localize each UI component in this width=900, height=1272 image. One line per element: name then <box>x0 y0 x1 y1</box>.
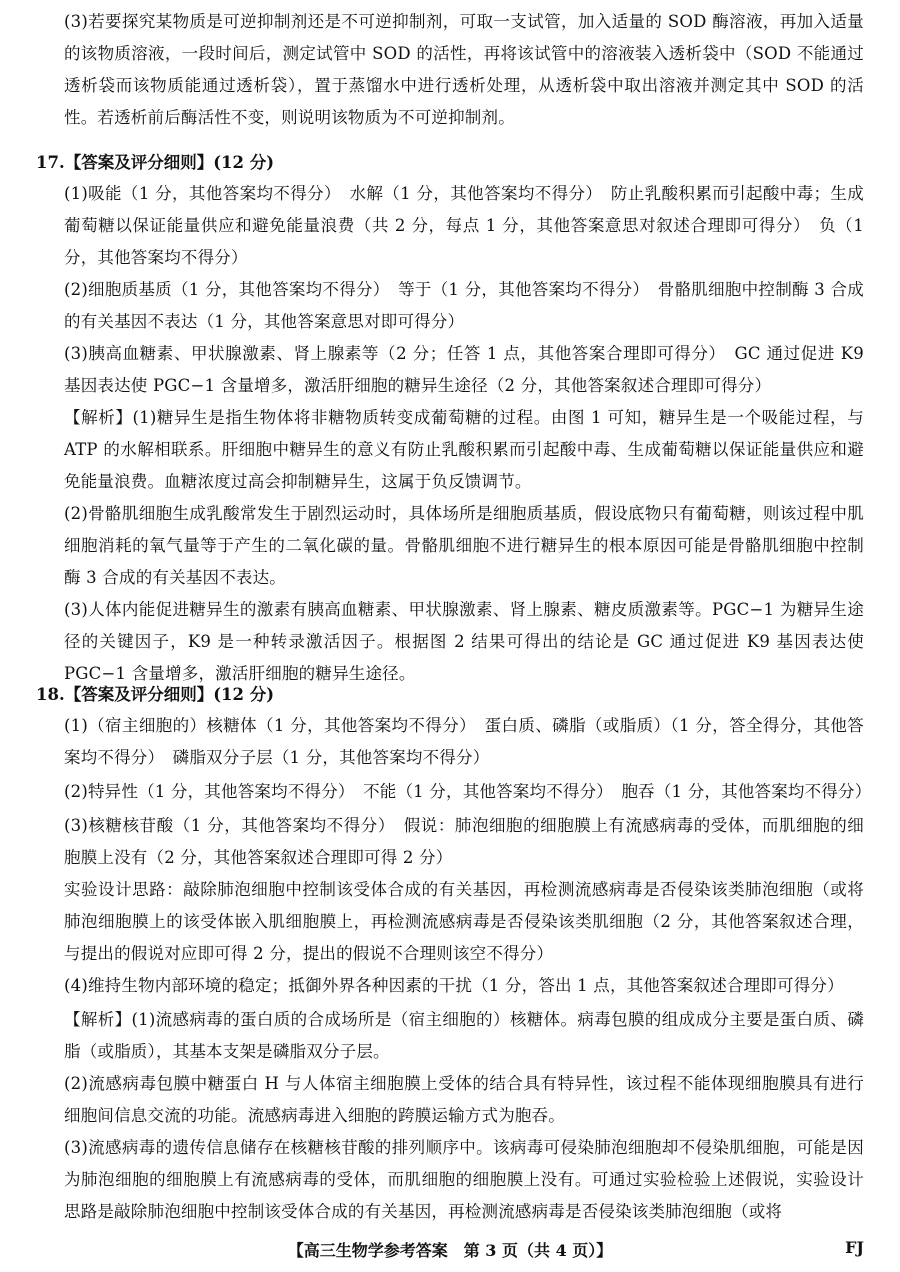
q17-analysis-3: (3)人体内能促进糖异生的激素有胰高血糖素、甲状腺激素、肾上腺素、糖皮质激素等。PGC−1 为糖异生途径的关键因子，K9 是一种转录激活因子。根据图 2 结果可得出的结论是 GC 通过促进 K9 基因表达使 PGC−1 含量增多，激活肝细胞的糖异生途径。 <box>64 600 864 683</box>
q18-experiment-design: 实验设计思路：敲除肺泡细胞中控制该受体合成的有关基因，再检测流感病毒是否侵染该类肺泡细胞（或将肺泡细胞膜上的该受体嵌入肌细胞膜上，再检测流感病毒是否侵染该类肌细胞（2 分，其他答案叙述合理，与提出的假说对应即可得 2 分，提出的假说不合理则该空不得分） <box>64 880 864 963</box>
q16-part3-text: (3)若要探究某物质是可逆抑制剂还是不可逆抑制剂，可取一支试管，加入适量的 SOD 酶溶液，再加入适量的该物质溶液，一段时间后，测定试管中 SOD 的活性，再将该试管中的溶液装入透析袋中（SOD 不能通过透析袋而该物质能通过透析袋），置于蒸馏水中进行透析处理，从透析袋中取出溶液并测定其中 SOD 的活性。若透析前后酶活性不变，则说明该物质为不可逆抑制剂。 <box>64 12 864 127</box>
q17-part2-answer: (2)细胞质基质（1 分，其他答案均不得分） 等于（1 分，其他答案均不得分） 骨骼肌细胞中控制酶 3 合成的有关基因不表达（1 分，其他答案意思对即可得分） <box>64 280 864 331</box>
q17-analysis-1: 【解析】(1)糖异生是指生物体将非糖物质转变成葡萄糖的过程。由图 1 可知，糖异生是一个吸能过程，与 ATP 的水解相联系。肝细胞中糖异生的意义有防止乳酸积累而引起酸中毒、生成葡萄糖以保证能量供应和避免能量浪费。血糖浓度过高会抑制糖异生，这属于负反馈调节。 <box>64 408 864 491</box>
q18-analysis-1: 【解析】(1)流感病毒的蛋白质的合成场所是（宿主细胞的）核糖体。病毒包膜的组成成分主要是蛋白质、磷脂（或脂质），其基本支架是磷脂双分子层。 <box>64 1010 864 1061</box>
q17-analysis-2: (2)骨骼肌细胞生成乳酸常发生于剧烈运动时，具体场所是细胞质基质，假设底物只有葡萄糖，则该过程中肌细胞消耗的氧气量等于产生的二氧化碳的量。骨骼肌细胞不进行糖异生的根本原因可能是骨骼肌细胞中控制酶 3 合成的有关基因不表达。 <box>64 504 864 587</box>
q18-part4-answer: (4)维持生物内部环境的稳定；抵御外界各种因素的干扰（1 分，答出 1 点，其他答案叙述合理即可得分） <box>64 976 844 995</box>
q18-heading: 18.【答案及评分细则】(12 分) <box>36 685 275 704</box>
page-footer-code: FJ <box>845 1238 864 1257</box>
page-footer-title: 【高三生物学参考答案 第 3 页（共 4 页）】 <box>287 1241 613 1260</box>
q17-part3-answer: (3)胰高血糖素、甲状腺激素、肾上腺素等（2 分；任答 1 点，其他答案合理即可得分） GC 通过促进 K9 基因表达使 PGC−1 含量增多，激活肝细胞的糖异生途径（2 分，其他答案叙述合理即可得分） <box>64 344 864 395</box>
q18-part2-answer: (2)特异性（1 分，其他答案均不得分） 不能（1 分，其他答案均不得分） 胞吞（1 分，其他答案均不得分） <box>64 782 872 801</box>
q18-analysis-2: (2)流感病毒包膜中糖蛋白 H 与人体宿主细胞膜上受体的结合具有特异性，该过程不能体现细胞膜具有进行细胞间信息交流的功能。流感病毒进入细胞的跨膜运输方式为胞吞。 <box>64 1074 864 1125</box>
q17-heading: 17.【答案及评分细则】(12 分) <box>36 153 275 172</box>
q17-part1-answer: (1)吸能（1 分，其他答案均不得分） 水解（1 分，其他答案均不得分） 防止乳酸积累而引起酸中毒；生成葡萄糖以保证能量供应和避免能量浪费（共 2 分，每点 1 分，其他答案意思对叙述合理即可得分） 负（1 分，其他答案均不得分） <box>64 184 864 267</box>
q18-part3-answer: (3)核糖核苷酸（1 分，其他答案均不得分） 假说：肺泡细胞的细胞膜上有流感病毒的受体，而肌细胞的细胞膜上没有（2 分，其他答案叙述合理即可得 2 分） <box>64 816 864 867</box>
q18-part1-answer: (1)（宿主细胞的）核糖体（1 分，其他答案均不得分） 蛋白质、磷脂（或脂质）（1 分，答全得分，其他答案均不得分） 磷脂双分子层（1 分，其他答案均不得分） <box>64 716 864 767</box>
q18-analysis-3: (3)流感病毒的遗传信息储存在核糖核苷酸的排列顺序中。该病毒可侵染肺泡细胞却不侵染肌细胞，可能是因为肺泡细胞的细胞膜上有流感病毒的受体，而肌细胞的细胞膜上没有。可通过实验检验上述假说，实验设计思路是敲除肺泡细胞中控制该受体合成的有关基因，再检测流感病毒是否侵染该类肺泡细胞（或将 <box>64 1138 864 1221</box>
